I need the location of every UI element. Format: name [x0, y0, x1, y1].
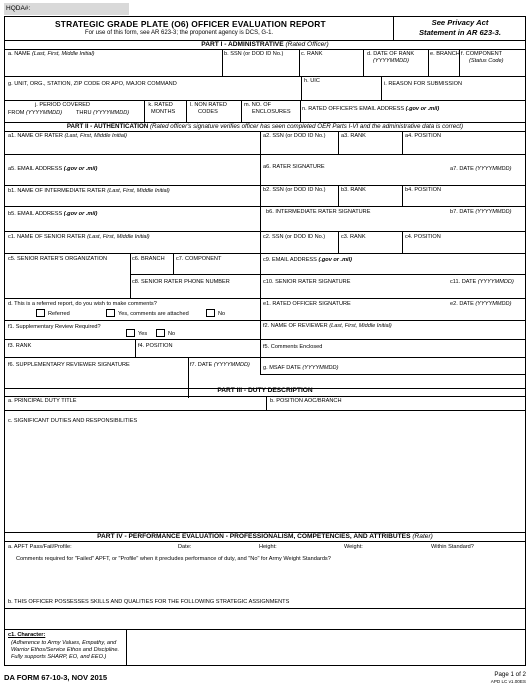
field-position-aoc[interactable]: b. POSITION AOC/BRANCH	[270, 398, 342, 404]
field-senior-rater-email[interactable]: c9. EMAIL ADDRESS (.gov or .mil)	[263, 257, 353, 263]
form-title: STRATEGIC GRADE PLATE (O6) OFFICER EVALUATION REPORT	[55, 19, 326, 29]
field-int-rater-rank[interactable]: b3. RANK	[341, 187, 366, 193]
field-reviewer-rank[interactable]: f3. RANK	[8, 343, 32, 349]
field-rater-signature[interactable]: a6. RATER SIGNATURE	[263, 164, 325, 170]
character-desc-3: Fully supports SHARP, EO, and EEO.)	[11, 654, 107, 660]
part4-title	[5, 533, 525, 541]
field-uic[interactable]: h. UIC	[304, 78, 320, 84]
field-principal-duty-title[interactable]: a. PRINCIPAL DUTY TITLE	[8, 398, 77, 404]
part2-title-text: PART II - AUTHENTICATION	[66, 123, 149, 130]
field-branch[interactable]: e. BRANCH	[430, 51, 460, 57]
field-reason[interactable]: i. REASON FOR SUBMISSION	[384, 81, 463, 87]
field-senior-rater-name[interactable]: c1. NAME OF SENIOR RATER (Last, First, Middle Initial)	[8, 234, 150, 240]
oer-form	[4, 16, 526, 666]
label-comments-attached: Yes, comments are attached	[118, 311, 189, 317]
part2-title-note: (Rated officer's signature verifies officer has seen completed OER Parts I-VI and the administrative data is correct)	[149, 123, 464, 130]
field-rater-name[interactable]: a1. NAME OF RATER (Last, First, Middle Initial)	[8, 133, 127, 139]
field-ssn[interactable]: b. SSN (or DOD ID No.)	[224, 51, 284, 57]
field-supp-reviewer-date[interactable]: f7. DATE (YYYYMMDD)	[190, 362, 250, 368]
page-number: Page 1 of 2	[494, 671, 526, 678]
field-senior-rater-position[interactable]: c4. POSITION	[405, 234, 441, 240]
field-nonrated-codes[interactable]: l. NON RATED CODES	[190, 102, 227, 115]
field-senior-rater-component[interactable]: c7. COMPONENT	[176, 256, 222, 262]
field-reviewer-position[interactable]: f4. POSITION	[138, 343, 173, 349]
field-name[interactable]: a. NAME (Last, First, Middle Initial)	[8, 51, 95, 57]
page-info	[491, 671, 526, 685]
field-unit[interactable]: g. UNIT, ORG., STATION, ZIP CODE OR APO, MAJOR COMMAND	[8, 81, 177, 87]
part3-title: PART III - DUTY DESCRIPTION	[217, 387, 313, 394]
field-comments-enclosed[interactable]: f5. Comments Enclosed	[263, 344, 323, 350]
field-rater-date[interactable]: a7. DATE (YYYYMMDD)	[450, 166, 512, 172]
field-senior-rater-ssn[interactable]: c2. SSN (or DOD ID No.)	[263, 234, 326, 240]
field-senior-rater-branch[interactable]: c6. BRANCH	[132, 256, 165, 262]
label-supp-yes: Yes	[138, 331, 148, 337]
supplementary-review-question: f1. Supplementary Review Required?	[8, 324, 101, 330]
field-rated-officer-signature[interactable]: e1. RATED OFFICER SIGNATURE	[263, 301, 351, 307]
part4-title-note: (Rater)	[412, 533, 433, 540]
field-senior-rater-rank[interactable]: c3. RANK	[341, 234, 366, 240]
apft-comments-note: Comments required for "Failed" APFT, or "Profile" when it precludes performance of duty, and "No" for Army Weight Standards?	[16, 556, 331, 562]
hqda-number-field[interactable]	[4, 3, 129, 15]
field-rank[interactable]: c. RANK	[301, 51, 323, 57]
form-subtitle: For use of this form, see AR 623-3; the proponent agency is DCS, G-1.	[85, 30, 274, 36]
field-date-of-rank[interactable]: d. DATE OF RANK (YYYYMMDD)	[367, 51, 415, 64]
character-desc-2: Warrior Ethos/Service Ethos and Discipline.	[11, 647, 120, 653]
field-int-rater-ssn[interactable]: b2. SSN (or DOD ID No.)	[263, 187, 326, 193]
field-int-rater-email[interactable]: b5. EMAIL ADDRESS (.gov or .mil)	[8, 211, 98, 217]
field-rated-officer-date[interactable]: e2. DATE (YYYYMMDD)	[450, 301, 512, 307]
privacy-line-2: Statement in AR 623-3.	[418, 28, 501, 37]
field-period-thru[interactable]: THRU (YYYYMMDD)	[76, 110, 130, 116]
field-rated-email[interactable]: n. RATED OFFICER'S EMAIL ADDRESS (.gov or .mil)	[302, 106, 440, 112]
form-version: APD LC v1.00ES	[490, 679, 526, 684]
checkbox-comments-attached[interactable]	[106, 309, 115, 317]
checkbox-no-comments[interactable]	[206, 309, 215, 317]
field-height[interactable]: Height:	[259, 544, 277, 550]
field-rater-position[interactable]: a4. POSITION	[405, 133, 442, 139]
field-senior-rater-phone[interactable]: c8. SENIOR RATER PHONE NUMBER	[132, 279, 230, 285]
label-no-comments: No	[218, 311, 226, 317]
field-weight[interactable]: Weight:	[344, 544, 363, 550]
field-period-covered: j. PERIOD COVERED	[35, 102, 91, 108]
field-rater-ssn[interactable]: a2. SSN (or DOD ID No.)	[263, 133, 326, 139]
part1-title	[5, 41, 525, 49]
field-senior-rater-org[interactable]: c5. SENIOR RATER'S ORGANIZATION	[8, 256, 108, 262]
field-supp-reviewer-signature[interactable]: f6. SUPPLEMENTARY REVIEWER SIGNATURE	[8, 362, 130, 368]
field-rater-email[interactable]: a5. EMAIL ADDRESS (.gov or .mil)	[8, 166, 98, 172]
privacy-act-note	[394, 18, 526, 38]
field-rater-rank[interactable]: a3. RANK	[341, 133, 366, 139]
field-apft[interactable]: a. APFT Pass/Fail/Profile:	[8, 544, 72, 550]
part4-title-text: PART IV - PERFORMANCE EVALUATION - PROFESSIONALISM, COMPETENCIES, AND ATTRIBUTES	[97, 533, 411, 540]
field-within-standard[interactable]: Within Standard?	[431, 544, 474, 550]
character-desc-1: (Adherence to Army Values, Empathy, and	[11, 640, 117, 646]
hqda-label: HQDA#:	[6, 5, 31, 12]
field-int-rater-position[interactable]: b4. POSITION	[405, 187, 442, 193]
part2-title	[5, 123, 525, 131]
field-int-rater-date[interactable]: b7. DATE (YYYYMMDD)	[450, 209, 512, 215]
field-senior-rater-date[interactable]: c11. DATE (YYYYMMDD)	[450, 279, 514, 285]
field-period-from[interactable]: FROM (YYYYMMDD)	[8, 110, 63, 116]
field-component[interactable]: f. COMPONENT (Status Code)	[461, 51, 504, 64]
field-rated-months[interactable]: k. RATED MONTHS	[148, 102, 176, 115]
referred-report-question: d. This is a referred report, do you wish to make comments?	[8, 301, 157, 307]
form-number: DA FORM 67-10-3, NOV 2015	[4, 673, 108, 682]
field-strategic-assignments[interactable]: b. THIS OFFICER POSSESSES SKILLS AND QUALITIES FOR THE FOLLOWING STRATEGIC ASSIGNMENTS	[8, 599, 290, 605]
field-int-rater-name[interactable]: b1. NAME OF INTERMEDIATE RATER (Last, First, Middle Initial)	[8, 188, 170, 194]
label-referred: Referred	[48, 311, 70, 317]
field-int-rater-signature[interactable]: b6. INTERMEDIATE RATER SIGNATURE	[266, 209, 371, 215]
privacy-line-1: See Privacy Act	[431, 18, 489, 27]
checkbox-supp-yes[interactable]	[126, 329, 135, 337]
field-apft-date[interactable]: Date:	[178, 544, 192, 550]
field-significant-duties[interactable]: c. SIGNIFICANT DUTIES AND RESPONSIBILITIES	[8, 418, 138, 424]
part1-title-note: (Rated Officer)	[285, 41, 329, 48]
checkbox-referred[interactable]	[36, 309, 45, 317]
character-label: c1. Character:	[8, 632, 46, 638]
field-msaf-date[interactable]: g. MSAF DATE (YYYYMMDD)	[263, 365, 339, 371]
label-supp-no: No	[168, 331, 176, 337]
part1-title-text: PART I - ADMINISTRATIVE	[201, 41, 284, 48]
field-reviewer-name[interactable]: f2. NAME OF REVIEWER (Last, First, Middle Initial)	[263, 323, 392, 329]
field-enclosures[interactable]: m. NO. OF ENCLOSURES	[244, 102, 291, 115]
field-senior-rater-signature[interactable]: c10. SENIOR RATER SIGNATURE	[263, 279, 351, 285]
checkbox-supp-no[interactable]	[156, 329, 165, 337]
